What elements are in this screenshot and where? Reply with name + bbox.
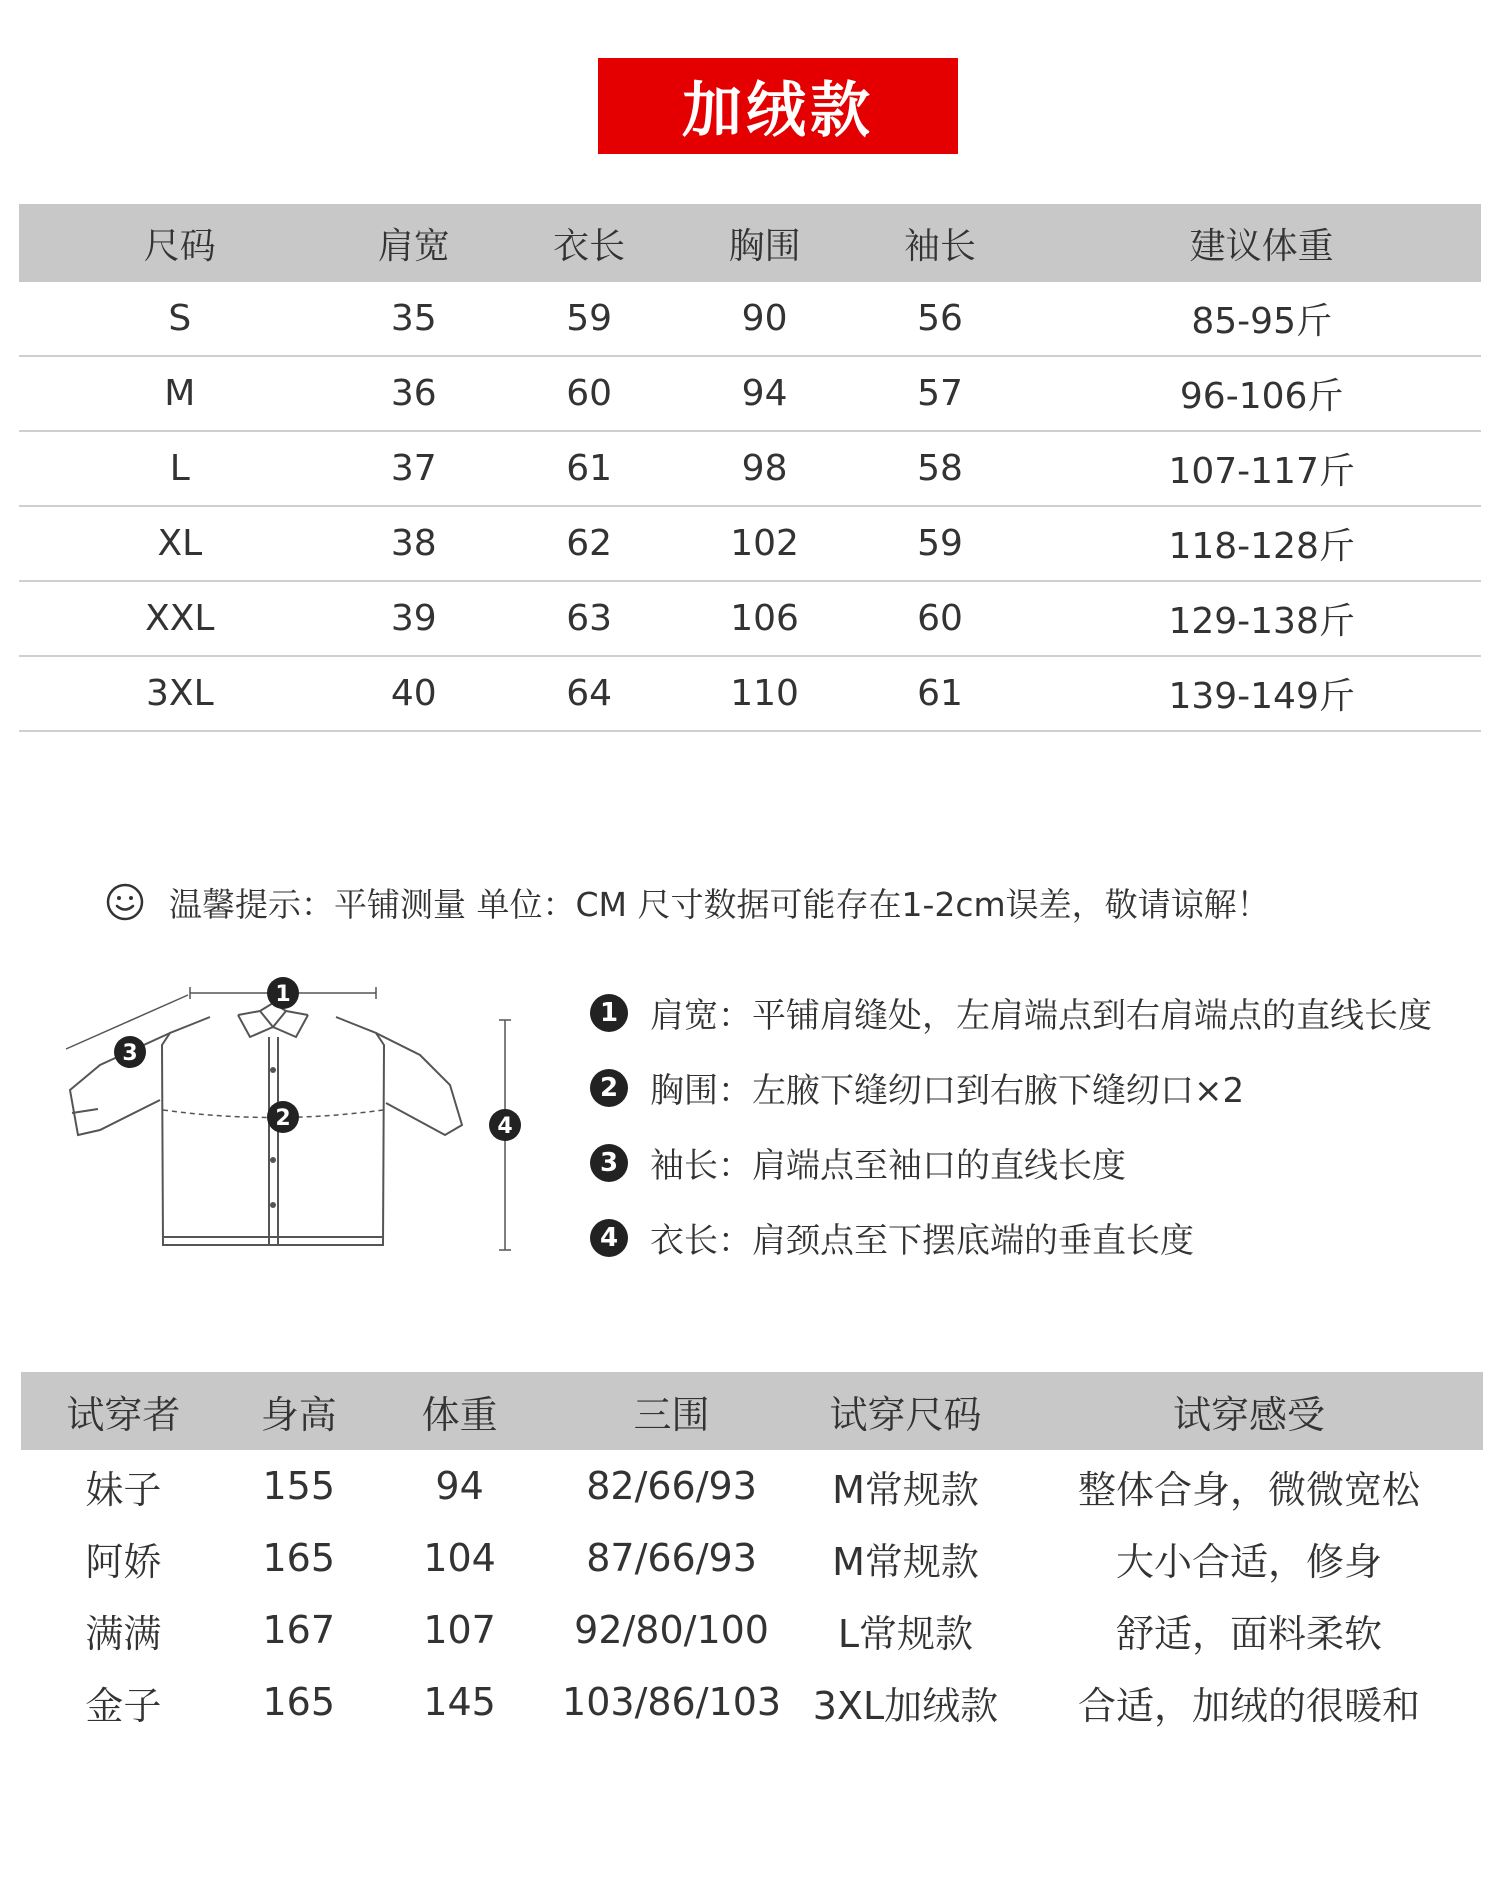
table-cell: 3XL <box>19 656 341 731</box>
table-cell: M <box>19 356 341 431</box>
header-cell: 尺码 <box>19 204 341 282</box>
table-row <box>21 1450 1483 1522</box>
table-cell: 60 <box>487 356 692 431</box>
table-cell: 94 <box>435 1464 484 1508</box>
page-title: 加绒款 <box>598 58 958 154</box>
header-cell: 衣长 <box>487 204 692 282</box>
marker-label: 1 <box>275 982 291 1007</box>
diagram-marker-4 <box>489 1109 521 1141</box>
table-cell: 妹子 <box>85 1467 162 1512</box>
table-row <box>19 656 1481 731</box>
table-cell: 118-128斤 <box>1042 506 1481 581</box>
table-cell: 63 <box>487 581 692 656</box>
header-cell: 三围 <box>547 1372 796 1450</box>
marker-label: 3 <box>122 1041 138 1066</box>
table-cell: 90 <box>691 282 837 356</box>
diagram-marker-1 <box>267 977 299 1009</box>
try-on-table <box>21 1372 1483 1738</box>
table-cell: L常规款 <box>837 1611 974 1656</box>
tip-text: 温馨提示：平铺测量 单位：CM 尺寸数据可能存在1-2cm误差，敬请谅解！ <box>169 884 1270 924</box>
header-cell: 体重 <box>372 1372 547 1450</box>
measurement-tip <box>105 872 1445 932</box>
table-cell: 107 <box>423 1608 496 1652</box>
header-cell: 袖长 <box>838 204 1043 282</box>
legend-item <box>590 1125 1470 1200</box>
table-cell: 62 <box>487 506 692 581</box>
table-cell: 35 <box>341 282 487 356</box>
table-cell: 85-95斤 <box>1042 282 1481 356</box>
table-cell: 96-106斤 <box>1042 356 1481 431</box>
table-row <box>19 581 1481 656</box>
table-cell: 满满 <box>85 1611 162 1656</box>
table-cell: 87/66/93 <box>586 1536 757 1580</box>
fit-table-header <box>21 1372 1483 1450</box>
table-cell: 98 <box>691 431 837 506</box>
table-row <box>19 506 1481 581</box>
table-cell: 金子 <box>85 1683 162 1728</box>
table-cell: 38 <box>341 506 487 581</box>
table-cell: 106 <box>691 581 837 656</box>
table-cell: 145 <box>423 1680 496 1724</box>
table-cell: 39 <box>341 581 487 656</box>
table-row <box>19 356 1481 431</box>
legend-item <box>590 1050 1470 1125</box>
legend-item <box>590 1200 1470 1275</box>
measurement-legend <box>590 975 1470 1275</box>
table-cell: 59 <box>838 506 1043 581</box>
header-cell: 试穿尺码 <box>796 1372 1015 1450</box>
table-cell: 合适，加绒的很暖和 <box>1078 1683 1421 1728</box>
legend-item <box>590 975 1470 1050</box>
table-cell: 60 <box>838 581 1043 656</box>
table-cell: 40 <box>341 656 487 731</box>
table-cell: 110 <box>691 656 837 731</box>
table-cell: XXL <box>19 581 341 656</box>
header-cell: 身高 <box>226 1372 372 1450</box>
table-row <box>19 431 1481 506</box>
header-cell: 肩宽 <box>341 204 487 282</box>
table-cell: 139-149斤 <box>1042 656 1481 731</box>
number-badge-icon: 4 <box>590 1219 628 1257</box>
table-cell: 整体合身，微微宽松 <box>1078 1467 1421 1512</box>
table-cell: 57 <box>838 356 1043 431</box>
table-cell: 82/66/93 <box>586 1464 757 1508</box>
table-cell: 阿娇 <box>85 1539 162 1584</box>
table-cell: M常规款 <box>832 1467 979 1512</box>
number-badge-icon: 2 <box>590 1069 628 1107</box>
table-cell: 58 <box>838 431 1043 506</box>
number-badge-icon: 1 <box>590 994 628 1032</box>
table-cell: 129-138斤 <box>1042 581 1481 656</box>
table-cell: 64 <box>487 656 692 731</box>
table-row <box>21 1666 1483 1738</box>
table-cell: 165 <box>262 1536 336 1580</box>
table-cell: 103/86/103 <box>562 1680 782 1724</box>
table-cell: 3XL加绒款 <box>812 1683 999 1728</box>
size-table-header <box>19 204 1481 282</box>
smile-icon <box>105 882 145 922</box>
header-cell: 建议体重 <box>1042 204 1481 282</box>
table-cell: 94 <box>691 356 837 431</box>
table-cell: 37 <box>341 431 487 506</box>
table-row <box>21 1522 1483 1594</box>
table-cell: 104 <box>423 1536 496 1580</box>
table-cell: 167 <box>262 1608 336 1652</box>
legend-text: 衣长：肩颈点至下摆底端的垂直长度 <box>650 1221 1194 1261</box>
legend-text: 袖长：肩端点至袖口的直线长度 <box>650 1146 1126 1186</box>
diagram-marker-3 <box>114 1036 146 1068</box>
table-cell: 舒适，面料柔软 <box>1116 1611 1383 1656</box>
header-cell: 胸围 <box>691 204 837 282</box>
marker-label: 4 <box>497 1114 513 1139</box>
table-cell: L <box>19 431 341 506</box>
table-cell: 61 <box>487 431 692 506</box>
table-cell: 59 <box>487 282 692 356</box>
table-cell: 61 <box>838 656 1043 731</box>
table-cell: 102 <box>691 506 837 581</box>
number-badge-icon: 3 <box>590 1144 628 1182</box>
table-cell: S <box>19 282 341 356</box>
legend-text: 肩宽：平铺肩缝处，左肩端点到右肩端点的直线长度 <box>650 996 1432 1036</box>
table-cell: 大小合适，修身 <box>1116 1539 1383 1584</box>
table-cell: 92/80/100 <box>574 1608 769 1652</box>
table-cell: 36 <box>341 356 487 431</box>
table-row <box>21 1594 1483 1666</box>
table-row <box>19 282 1481 356</box>
table-cell: 165 <box>262 1680 336 1724</box>
header-cell: 试穿感受 <box>1015 1372 1483 1450</box>
legend-text: 胸围：左腋下缝纫口到右腋下缝纫口×2 <box>650 1071 1245 1111</box>
header-cell: 试穿者 <box>21 1372 226 1450</box>
marker-label: 2 <box>275 1106 291 1131</box>
table-cell: 56 <box>838 282 1043 356</box>
size-chart-table <box>19 204 1481 732</box>
table-cell: M常规款 <box>832 1539 979 1584</box>
diagram-marker-2 <box>267 1101 299 1133</box>
table-cell: 155 <box>262 1464 336 1508</box>
table-cell: 107-117斤 <box>1042 431 1481 506</box>
table-cell: XL <box>19 506 341 581</box>
shirt-measurement-diagram <box>60 975 540 1275</box>
